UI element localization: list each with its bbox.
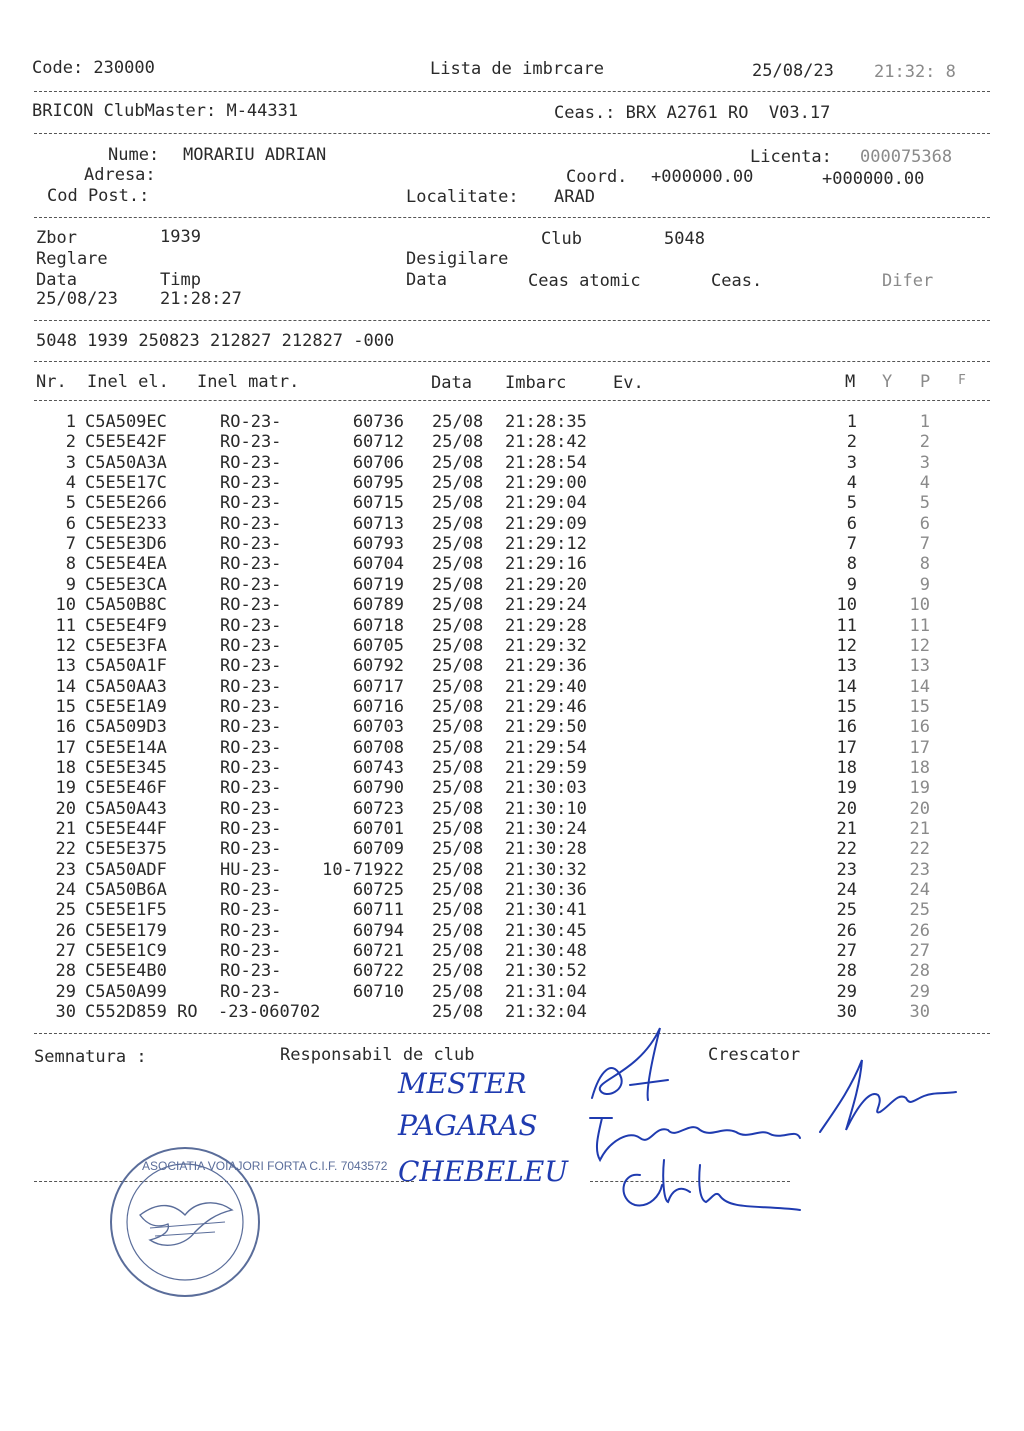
row-date: 25/08 [432, 473, 484, 494]
row-inel-el: C5E5E46F [85, 778, 167, 799]
col-inel-el: Inel el. [87, 372, 169, 392]
row-date: 25/08 [432, 696, 484, 717]
row-ring-prefix: RO-23- [220, 412, 282, 432]
row-ring-number: 60717 [352, 676, 404, 697]
row-inel-el: C5E5E1C9 [85, 941, 167, 962]
row-m: 7 [846, 534, 857, 555]
row-nr: 2 [65, 432, 76, 453]
row-ring-prefix: RO-23- [220, 676, 282, 697]
clubmaster-info: BRICON ClubMaster: M-44331 [32, 101, 299, 121]
row-m: 29 [836, 981, 857, 1002]
coord-lat: +000000.00 [651, 167, 754, 187]
row-time: 21:30:03 [505, 778, 587, 799]
row-ring-prefix: RO-23- [220, 880, 282, 901]
row-inel-el: C5A50AA3 [85, 676, 167, 697]
row-inel-el: C5A50ADF [85, 859, 167, 880]
row-nr: 6 [65, 513, 76, 534]
row-time: 21:29:20 [505, 574, 587, 595]
row-p: 11 [909, 615, 930, 636]
row-nr: 14 [55, 676, 76, 697]
row-nr: 11 [55, 615, 76, 636]
row-ring-prefix: RO-23- [220, 757, 282, 778]
row-nr: 15 [55, 696, 76, 717]
handwritten-name-1: MESTER [398, 1067, 527, 1100]
row-date: 25/08 [432, 717, 484, 738]
signature-responsabil-1 [592, 1028, 668, 1100]
signature-crescator [820, 1060, 956, 1132]
row-inel-el: C5E5E42F [85, 432, 167, 453]
row-date: 25/08 [432, 737, 484, 758]
row-ring-prefix: HU-23- [220, 859, 282, 880]
row-time: 21:30:10 [505, 798, 587, 819]
row-time: 21:30:48 [505, 941, 587, 962]
col-f: F [958, 373, 966, 388]
row-ring-prefix: RO-23- [220, 452, 282, 473]
row-time: 21:29:24 [505, 595, 587, 616]
row-m: 20 [836, 798, 857, 819]
row-ring-prefix: RO-23- [220, 635, 282, 656]
row-date: 25/08 [432, 981, 484, 1002]
row-date: 25/08 [432, 656, 484, 677]
row-p: 9 [919, 574, 930, 595]
row-p: 25 [909, 900, 930, 921]
row-time: 21:28:42 [505, 432, 587, 453]
row-date: 25/08 [432, 900, 484, 921]
row-nr: 9 [65, 574, 76, 595]
row-ring-prefix: RO-23- [220, 717, 282, 738]
row-nr: 26 [55, 920, 76, 941]
row-nr: 13 [55, 656, 76, 677]
localitate-label: Localitate: [406, 187, 519, 207]
row-inel-el: C5A50A43 [85, 798, 167, 819]
row-p: 3 [919, 452, 930, 473]
row-ring-number: 60708 [352, 737, 404, 758]
row-ring-prefix: RO-23- [220, 819, 282, 839]
row-ring-number: 60722 [352, 961, 404, 982]
row-inel-el: C5E5E3FA [85, 635, 167, 656]
row-inel-el: C5E5E4B0 [85, 961, 167, 982]
row-date: 25/08 [432, 452, 484, 473]
row-date: 25/08 [432, 412, 484, 432]
row-ring-prefix: RO-23- [220, 839, 282, 860]
row-nr: 25 [55, 900, 76, 921]
zbor-value: 1939 [160, 227, 201, 247]
row-p: 24 [909, 880, 930, 901]
col-imbarc: Imbarc [505, 373, 567, 393]
row-inel-el: C5E5E4EA [85, 554, 167, 575]
row-ring-prefix: RO-23- [220, 798, 282, 819]
row-nr: 7 [65, 534, 76, 555]
col-m: M [845, 372, 856, 392]
document-title: Lista de imbrcare [430, 59, 604, 79]
row-ring-number: 60711 [352, 900, 404, 921]
row-time: 21:29:46 [505, 696, 587, 717]
row-p: 23 [909, 859, 930, 880]
row-nr: 3 [65, 452, 76, 473]
row-p: 6 [919, 513, 930, 534]
row-ring-number: 60704 [352, 554, 404, 575]
row-p: 30 [909, 1002, 930, 1023]
row-inel-el: C5E5E266 [85, 493, 167, 514]
row-ring-prefix: RO-23- [220, 513, 282, 534]
row-date: 25/08 [432, 880, 484, 901]
coord-label: Coord. [566, 167, 628, 187]
row-ring-prefix: RO-23- [220, 920, 282, 941]
row-m: 4 [846, 473, 857, 494]
ceas-atomic-label: Ceas atomic [528, 271, 641, 291]
data2-label: Data [406, 270, 447, 290]
row-time: 21:30:41 [505, 900, 587, 921]
row-time: 21:30:36 [505, 880, 587, 901]
row-m: 1 [846, 412, 857, 432]
row-ring-prefix: RO-23- [220, 574, 282, 595]
row-m: 18 [836, 757, 857, 778]
clock-info: Ceas.: BRX A2761 RO V03.17 [554, 103, 831, 123]
row-ring-number: 60706 [352, 452, 404, 473]
row-inel-el: C5A50B6A [85, 880, 167, 901]
row-ring-number: 60792 [352, 656, 404, 677]
row-ring-number: 60703 [352, 717, 404, 738]
ceas-label: Ceas. [711, 271, 763, 291]
row-p: 22 [909, 839, 930, 860]
handwritten-name-2: PAGARAS [398, 1109, 538, 1142]
row-ring-number: 60725 [352, 880, 404, 901]
row-ring-prefix: RO-23- [220, 432, 282, 453]
row-ring-number: 60710 [352, 981, 404, 1002]
row-p: 8 [919, 554, 930, 575]
row-date: 25/08 [432, 961, 484, 982]
row-inel-el: C5E5E14A [85, 737, 167, 758]
row-ring-prefix: RO-23- [220, 778, 282, 799]
row-m: 19 [836, 778, 857, 799]
row-m: 25 [836, 900, 857, 921]
row-inel-el: C5A509D3 [85, 717, 167, 738]
row-ring-prefix: RO-23- [220, 493, 282, 514]
row-nr: 24 [55, 880, 76, 901]
row-inel-el: C5E5E345 [85, 757, 167, 778]
row-p: 20 [909, 798, 930, 819]
row-time: 21:29:04 [505, 493, 587, 514]
row-inel-el: C5E5E17C [85, 473, 167, 494]
row-date: 25/08 [432, 757, 484, 778]
row-nr: 8 [65, 554, 76, 575]
row-time: 21:29:28 [505, 615, 587, 636]
crescator-label: Crescator [708, 1045, 801, 1065]
coord-lon: +000000.00 [822, 169, 925, 189]
row-nr: 5 [65, 493, 76, 514]
row-ring-prefix: RO-23- [220, 737, 282, 758]
row-ring-number: 60793 [352, 534, 404, 555]
row-inel-el: C5E5E1A9 [85, 696, 167, 717]
row-date: 25/08 [432, 493, 484, 514]
row-date: 25/08 [432, 432, 484, 453]
row-ring-number: 60719 [352, 574, 404, 595]
row-ring-prefix: RO-23- [220, 961, 282, 982]
row-p: 7 [919, 534, 930, 555]
row-time: 21:29:16 [505, 554, 587, 575]
row-m: 26 [836, 920, 857, 941]
owner-name: MORARIU ADRIAN [183, 145, 327, 165]
reglare-date: 25/08/23 [36, 289, 118, 309]
row-time: 21:28:54 [505, 452, 587, 473]
row-p: 1 [919, 412, 930, 432]
row-time: 21:29:12 [505, 534, 587, 555]
row-nr: 17 [55, 737, 76, 758]
row-ring-prefix: RO-23- [220, 615, 282, 636]
code-label: Code: 230000 [32, 58, 155, 78]
row-m: 12 [836, 635, 857, 656]
row-ring-number: 60743 [352, 757, 404, 778]
row-time: 21:29:36 [505, 656, 587, 677]
row-ring-number: 60790 [352, 778, 404, 799]
row-ring-number: 60718 [352, 615, 404, 636]
row-m: 6 [846, 513, 857, 534]
row-time: 21:29:32 [505, 635, 587, 656]
row-ring-number: 10-71922 [322, 859, 404, 880]
signature-responsabil-2 [590, 1118, 800, 1160]
row-date: 25/08 [432, 676, 484, 697]
localitate-value: ARAD [554, 187, 595, 207]
row-nr: 22 [55, 839, 76, 860]
timp-label: Timp [160, 270, 201, 290]
row-nr: 27 [55, 941, 76, 962]
row-date: 25/08 [432, 1002, 484, 1023]
row-p: 19 [909, 778, 930, 799]
row-ring-number: 60794 [352, 920, 404, 941]
col-nr: Nr. [36, 372, 67, 392]
row-p: 16 [909, 717, 930, 738]
licenta-label: Licenta: [750, 147, 832, 167]
row-nr: 16 [55, 717, 76, 738]
row-date: 25/08 [432, 635, 484, 656]
row-m: 8 [846, 554, 857, 575]
club-label: Club [541, 229, 582, 249]
row-date: 25/08 [432, 595, 484, 616]
row-m: 5 [846, 493, 857, 514]
row-time: 21:28:35 [505, 412, 587, 432]
row-date: 25/08 [432, 920, 484, 941]
row-m: 16 [836, 717, 857, 738]
row-ring-prefix: RO-23- [220, 473, 282, 494]
row-date: 25/08 [432, 534, 484, 555]
codpost-label: Cod Post.: [47, 186, 150, 206]
row-nr: 19 [55, 778, 76, 799]
row-time: 21:29:54 [505, 737, 587, 758]
row-m: 10 [836, 595, 857, 616]
row-p: 14 [909, 676, 930, 697]
row-p: 15 [909, 696, 930, 717]
col-p: P [920, 372, 931, 392]
row-nr: 1 [65, 412, 76, 432]
row-ring-prefix: RO-23- [220, 696, 282, 717]
flight-summary: 5048 1939 250823 212827 212827 -000 [36, 331, 395, 351]
row-ring-prefix: RO-23- [220, 554, 282, 575]
row-m: 23 [836, 859, 857, 880]
row-inel-el: C5A50B8C [85, 595, 167, 616]
row-nr: 30 [55, 1002, 76, 1023]
row-date: 25/08 [432, 839, 484, 860]
row-ring-number: 60701 [352, 819, 404, 839]
row-date: 25/08 [432, 554, 484, 575]
desigilare-label: Desigilare [406, 249, 509, 269]
row-ring-number: 60712 [352, 432, 404, 453]
row-ring-prefix: RO-23- [220, 981, 282, 1002]
row-p: 12 [909, 635, 930, 656]
row-date: 25/08 [432, 574, 484, 595]
data-label: Data [36, 270, 77, 290]
adresa-label: Adresa: [84, 165, 156, 185]
row-nr: 18 [55, 757, 76, 778]
row-m: 22 [836, 839, 857, 860]
row-m: 13 [836, 656, 857, 677]
row-p: 28 [909, 961, 930, 982]
row-m: 24 [836, 880, 857, 901]
handwritten-name-3: CHEBELEU [398, 1155, 568, 1188]
row-time: 21:29:50 [505, 717, 587, 738]
row-inel-el: C5A50A1F [85, 656, 167, 677]
row-inel-el: C5A509EC [85, 412, 167, 432]
row-time: 21:29:09 [505, 513, 587, 534]
row-nr: 20 [55, 798, 76, 819]
row-p: 17 [909, 737, 930, 758]
zbor-label: Zbor [36, 228, 77, 248]
row-m: 27 [836, 941, 857, 962]
row-inel-el: C5E5E4F9 [85, 615, 167, 636]
reglare-time: 21:28:27 [160, 289, 242, 309]
row-m: 21 [836, 819, 857, 839]
stamp-text: ASOCIATIA VOIAJORI FORTA C.I.F. 7043572 [142, 1159, 388, 1173]
row-nr: 4 [65, 473, 76, 494]
row-p: 21 [909, 819, 930, 839]
row-inel-el: C5E5E179 [85, 920, 167, 941]
row-ring-prefix: RO-23- [220, 595, 282, 616]
row-ring-prefix: RO-23- [220, 656, 282, 677]
row-time: 21:32:04 [505, 1002, 587, 1023]
row-time: 21:29:40 [505, 676, 587, 697]
row-p: 26 [909, 920, 930, 941]
col-inel-matr: Inel matr. [197, 372, 300, 392]
row-date: 25/08 [432, 513, 484, 534]
row-p: 10 [909, 595, 930, 616]
row-time: 21:30:28 [505, 839, 587, 860]
row-nr: 28 [55, 961, 76, 982]
row-ring-number: 60736 [352, 412, 404, 432]
row-ring-number: 60721 [352, 941, 404, 962]
row-time: 21:30:45 [505, 920, 587, 941]
row-m: 17 [836, 737, 857, 758]
row-nr: 10 [55, 595, 76, 616]
row-m: 28 [836, 961, 857, 982]
row-inel-el: C5E5E1F5 [85, 900, 167, 921]
row-inel-el: C5E5E3D6 [85, 534, 167, 555]
row-p: 18 [909, 757, 930, 778]
row-ring-number: 60715 [352, 493, 404, 514]
row-p: 2 [919, 432, 930, 453]
row-ring-prefix: RO-23- [220, 534, 282, 555]
row-date: 25/08 [432, 798, 484, 819]
row-ring-number: 60713 [352, 513, 404, 534]
row-m: 11 [836, 615, 857, 636]
row-ring-number: 60709 [352, 839, 404, 860]
row-inel-el: C5A50A99 [85, 981, 167, 1002]
row-nr: 23 [55, 859, 76, 880]
row-date: 25/08 [432, 819, 484, 839]
row-time: 21:29:00 [505, 473, 587, 494]
nume-label: Nume: [108, 145, 160, 165]
header-date: 25/08/23 [752, 61, 834, 81]
row-date: 25/08 [432, 778, 484, 799]
row-p: 4 [919, 473, 930, 494]
row-p: 29 [909, 981, 930, 1002]
header-time: 21:32: 8 [874, 62, 956, 82]
row-inel-el: C5A50A3A [85, 452, 167, 473]
row-nr: 29 [55, 981, 76, 1002]
row-ring-number: 60789 [352, 595, 404, 616]
row-m: 15 [836, 696, 857, 717]
row-date: 25/08 [432, 859, 484, 880]
licenta-value: 000075368 [860, 147, 953, 167]
row-ring-number: 60716 [352, 696, 404, 717]
difer-label: Difer [882, 271, 934, 291]
row-ring-prefix: RO-23- [220, 941, 282, 962]
row-nr: 12 [55, 635, 76, 656]
col-y: Y [882, 372, 893, 392]
row-time: 21:30:24 [505, 819, 587, 839]
row-m: 9 [846, 574, 857, 595]
club-value: 5048 [664, 229, 705, 249]
signature-responsabil-3 [624, 1160, 800, 1210]
row-time: 21:29:59 [505, 757, 587, 778]
reglare-label: Reglare [36, 249, 108, 269]
col-data: Data [431, 373, 472, 393]
row-m: 2 [846, 432, 857, 453]
row-inel-el: C5E5E44F [85, 819, 167, 839]
row-m: 3 [846, 452, 857, 473]
row-ring-number: 60795 [352, 473, 404, 494]
row-time: 21:30:52 [505, 961, 587, 982]
row-time: 21:31:04 [505, 981, 587, 1002]
row-p: 5 [919, 493, 930, 514]
col-ev: Ev. [613, 373, 644, 393]
row-nr: 21 [55, 819, 76, 839]
row-m: 30 [836, 1002, 857, 1023]
row-inel-el: C552D859 RO -23-060702 [85, 1002, 321, 1023]
row-m: 14 [836, 676, 857, 697]
row-p: 27 [909, 941, 930, 962]
responsabil-label: Responsabil de club [280, 1045, 475, 1065]
semnatura-label: Semnatura : [34, 1047, 147, 1067]
row-ring-prefix: RO-23- [220, 900, 282, 921]
row-ring-number: 60705 [352, 635, 404, 656]
row-ring-number: 60723 [352, 798, 404, 819]
row-inel-el: C5E5E3CA [85, 574, 167, 595]
row-date: 25/08 [432, 615, 484, 636]
row-time: 21:30:32 [505, 859, 587, 880]
row-date: 25/08 [432, 941, 484, 962]
row-inel-el: C5E5E375 [85, 839, 167, 860]
row-p: 13 [909, 656, 930, 677]
row-inel-el: C5E5E233 [85, 513, 167, 534]
